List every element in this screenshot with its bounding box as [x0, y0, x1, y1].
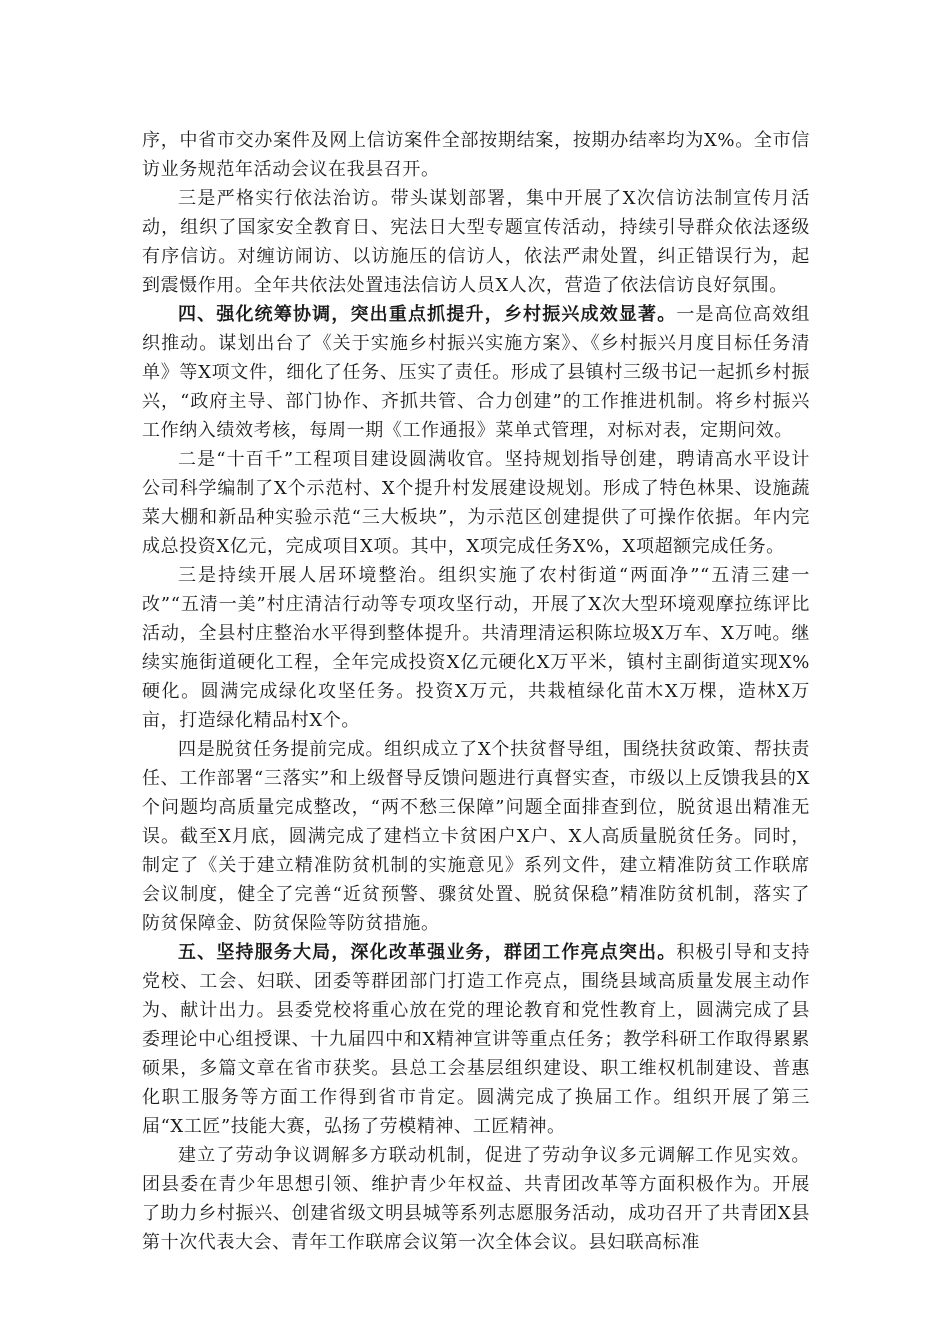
paragraph-text: 三是持续开展人居环境整治。组织实施了农村街道“两面净”“五清三建一改”“五清一美”村庄清洁行动等专项攻坚行动，开展了X次大型环境观摩拉练评比活动，全县村庄整治水平得到整体提升。共清理清运积陈垃圾X万车、X万吨。继续实施街道硬化工程，全年完成投资X亿元硬化X万平米，镇村主副街道实现X%硬化。圆满完成绿化攻坚任务。投资X万元，共栽植绿化苗木X万棵，造林X万亩，打造绿化精品村X个。 — [142, 565, 810, 731]
paragraph — [142, 445, 810, 561]
paragraph-text: 积极引导和支持党校、工会、妇联、团委等群团部门打造工作亮点，围绕县域高质量发展主动作为、献计出力。县委党校将重心放在党的理论教育和党性教育上，圆满完成了县委理论中心组授课、十九届四中和X精神宣讲等重点任务；教学科研工作取得累累硕果，多篇文章在省市获奖。县总工会基层组织建设、职工维权机制建设、普惠化职工服务等方面工作得到省市肯定。圆满完成了换届工作。组织开展了第三届“X工匠”技能大赛，弘扬了劳模精神、工匠精神。 — [142, 942, 810, 1137]
document-body — [142, 126, 810, 1257]
section-paragraph — [142, 300, 810, 445]
paragraph-text: 建立了劳动争议调解多方联动机制，促进了劳动争议多元调解工作见实效。团县委在青少年思想引领、维护青少年权益、共青团改革等方面积极作为。开展了助力乡村振兴、创建省级文明县城等系列志愿服务活动，成功召开了共青团X县第十次代表大会、青年工作联席会议第一次全体会议。县妇联高标准 — [142, 1145, 810, 1253]
paragraph-text: 三是严格实行依法治访。带头谋划部署，集中开展了X次信访法制宣传月活动，组织了国家安全教育日、宪法日大型专题宣传活动，持续引导群众依法逐级有序信访。对缠访闹访、以访施压的信访人，依法严肃处置，纠正错误行为，起到震慑作用。全年共依法处置违法信访人员X人次，营造了依法信访良好氛围。 — [142, 188, 810, 296]
paragraph-text: 四是脱贫任务提前完成。组织成立了X个扶贫督导组，围绕扶贫政策、帮扶责任、工作部署“三落实”和上级督导反馈问题进行真督实查，市级以上反馈我县的X个问题均高质量完成整改，“两不愁三保障”问题全面排查到位，脱贫退出精准无误。截至X月底，圆满完成了建档立卡贫困户X户、X人高质量脱贫任务。同时，制定了《关于建立精准防贫机制的实施意见》系列文件，建立精准防贫工作联席会议制度，健全了完善“近贫预警、骤贫处置、脱贫保稳”精准防贫机制，落实了防贫保障金、防贫保险等防贫措施。 — [142, 739, 810, 934]
paragraph-text: 二是“十百千”工程项目建设圆满收官。坚持规划指导创建，聘请高水平设计公司科学编制了X个示范村、X个提升村发展建设规划。形成了特色林果、设施蔬菜大棚和新品种实验示范“三大板块”，为示范区创建提供了可操作依据。年内完成总投资X亿元，完成项目X项。其中，X项完成任务X%，X项超额完成任务。 — [142, 449, 810, 557]
paragraph-continued — [142, 126, 810, 184]
section-paragraph — [142, 938, 810, 1141]
section-heading: 四、强化统筹协调，突出重点抓提升，乡村振兴成效显著。 — [178, 304, 677, 325]
section-heading: 五、坚持服务大局，深化改革强业务，群团工作亮点突出。 — [178, 942, 677, 963]
paragraph-text: 一是高位高效组织推动。谋划出台了《关于实施乡村振兴实施方案》、《乡村振兴月度目标任务清单》等X项文件，细化了任务、压实了责任。形成了县镇村三级书记一起抓乡村振兴，“政府主导、部门协作、齐抓共管、合力创建”的工作推进机制。将乡村振兴工作纳入绩效考核，每周一期《工作通报》菜单式管理，对标对表，定期问效。 — [142, 304, 810, 441]
paragraph — [142, 1141, 810, 1257]
paragraph — [142, 735, 810, 938]
paragraph-text: 序，中省市交办案件及网上信访案件全部按期结案，按期办结率均为X%。全市信访业务规范年活动会议在我县召开。 — [142, 130, 810, 180]
paragraph — [142, 561, 810, 735]
paragraph — [142, 184, 810, 300]
